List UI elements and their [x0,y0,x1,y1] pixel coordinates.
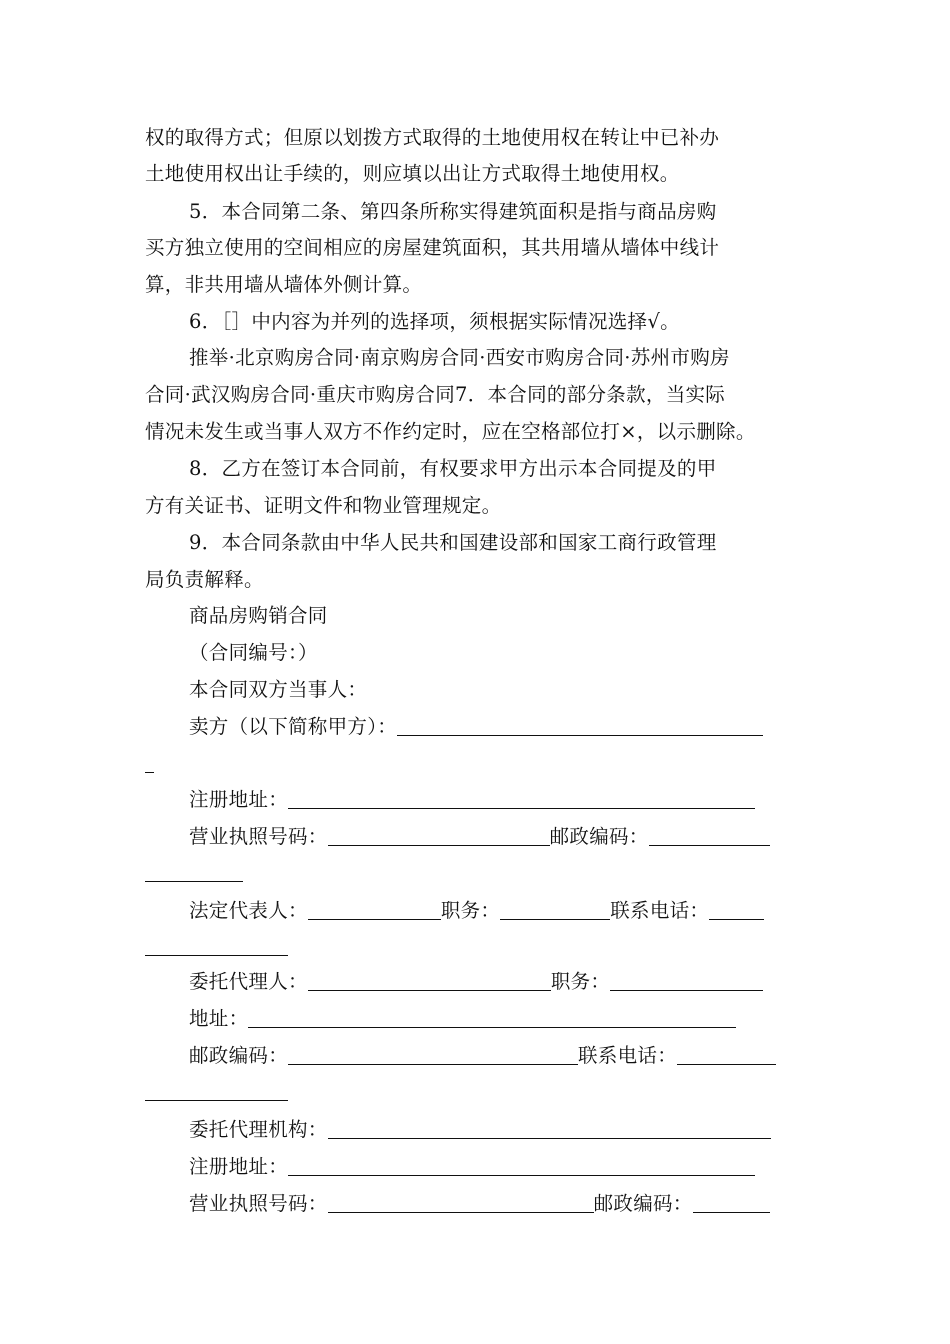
agent-phone-continued [145,1080,288,1104]
seller-blank[interactable] [397,718,763,736]
address-blank[interactable] [248,1010,736,1028]
paragraph-line: 5．本合同第二条、第四条所称实得建筑面积是指与商品房购 [189,200,717,223]
agent-row [189,970,763,994]
seller-row [189,715,763,739]
paragraph-line: 局负责解释。 [145,568,264,591]
paragraph-line: 情况未发生或当事人双方不作约定时，应在空格部位打×，以示删除。 [145,420,756,443]
agent-phone-blank-tail[interactable] [145,1083,288,1101]
address-label: 地址： [189,1007,249,1030]
contract-number-label: （合同编号：） [189,641,318,664]
paragraph-line: 方有关证书、证明文件和物业管理规定。 [145,494,502,517]
license-row [189,825,770,849]
phone-label: 联系电话： [610,899,710,922]
postcode-blank-tail[interactable] [145,864,243,882]
paragraph-line: 算，非共用墙从墙体外侧计算。 [145,273,423,296]
agency-postcode-blank[interactable] [693,1195,770,1213]
agent-position-blank[interactable] [610,973,763,991]
agent-postcode-label: 邮政编码： [189,1044,289,1067]
agent-phone-blank[interactable] [677,1047,776,1065]
agency-reg-address-row [189,1155,755,1179]
seller-blank-continued [145,752,154,776]
agency-postcode-label: 邮政编码： [593,1192,693,1215]
reg-address-blank[interactable] [288,791,755,809]
agent-phone-label: 联系电话： [578,1044,678,1067]
agent-postcode-row [189,1044,776,1068]
agent-position-label: 职务： [550,970,611,993]
license-no-blank[interactable] [328,828,550,846]
parties-label: 本合同双方当事人： [189,678,368,701]
agency-reg-address-blank[interactable] [288,1158,755,1176]
agency-row [189,1118,771,1142]
phone-blank[interactable] [709,902,764,920]
position-label: 职务： [440,899,501,922]
paragraph-line: 6．［］中内容为并列的选择项，须根据实际情况选择√。 [189,310,680,333]
paragraph-line: 合同·武汉购房合同·重庆市购房合同7．本合同的部分条款，当实际 [145,383,726,406]
agency-license-no-blank[interactable] [328,1195,594,1213]
license-no-label: 营业执照号码： [189,825,328,848]
paragraph-line: 推举·北京购房合同·南京购房合同·西安市购房合同·苏州市购房 [189,346,730,369]
seller-blank-tail[interactable] [145,755,154,773]
agency-license-row [189,1192,770,1216]
position-blank[interactable] [500,902,610,920]
postcode-blank[interactable] [649,828,770,846]
paragraph-line: 买方独立使用的空间相应的房屋建筑面积，其共用墙从墙体中线计 [145,236,720,259]
legal-rep-row [189,899,764,923]
phone-continued [145,935,288,959]
postcode-label: 邮政编码： [549,825,649,848]
legal-rep-blank[interactable] [308,902,441,920]
paragraph-line: 土地使用权出让手续的，则应填以出让方式取得土地使用权。 [145,162,680,185]
postcode-continued [145,861,243,885]
contract-title: 商品房购销合同 [189,604,328,627]
paragraph-line: 权的取得方式；但原以划拨方式取得的土地使用权在转让中已补办 [145,126,720,149]
agent-blank[interactable] [308,973,551,991]
agency-license-no-label: 营业执照号码： [189,1192,328,1215]
agency-reg-address-label: 注册地址： [189,1155,289,1178]
seller-label: 卖方（以下简称甲方）： [189,715,398,738]
address-row [189,1007,736,1031]
agency-label: 委托代理机构： [189,1118,328,1141]
paragraph-line: 8．乙方在签订本合同前，有权要求甲方出示本合同提及的甲 [189,457,717,480]
agent-postcode-blank[interactable] [288,1047,578,1065]
legal-rep-label: 法定代表人： [189,899,308,922]
reg-address-row [189,788,755,812]
phone-blank-tail[interactable] [145,938,288,956]
paragraph-line: 9．本合同条款由中华人民共和国建设部和国家工商行政管理 [189,531,717,554]
agent-label: 委托代理人： [189,970,308,993]
reg-address-label: 注册地址： [189,788,289,811]
agency-blank[interactable] [328,1121,771,1139]
